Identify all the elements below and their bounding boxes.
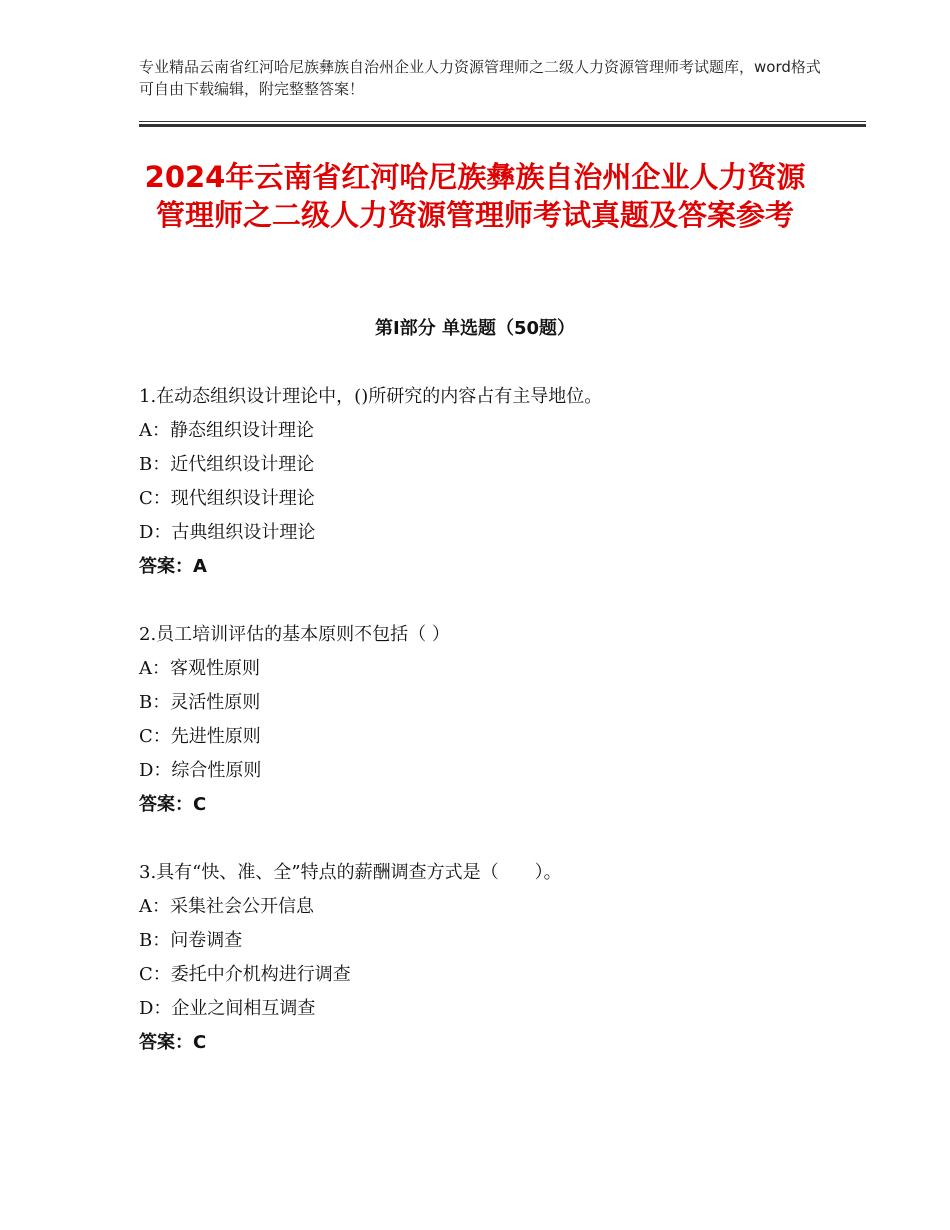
answer: 答案：A [139,556,207,577]
option-d: D：古典组织设计理论 [139,522,316,543]
option-c: C：委托中介机构进行调查 [139,964,351,985]
question-2 [139,618,839,822]
question-list [139,380,839,1094]
section-heading: 第Ⅰ部分 单选题（50题） [374,318,575,339]
question-3 [139,856,839,1060]
option-b: B：灵活性原则 [139,692,261,713]
option-a: A：客观性原则 [139,658,260,679]
option-c: C：现代组织设计理论 [139,488,315,509]
answer: 答案：C [139,1032,207,1053]
header-note: 专业精品云南省红河哈尼族彝族自治州企业人力资源管理师之二级人力资源管理师考试题库，word格式可自由下载编辑，附完整整答案！ [139,58,821,98]
option-c: C：先进性原则 [139,726,261,747]
option-b: B：问卷调查 [139,930,243,951]
option-d: D：企业之间相互调查 [139,998,316,1019]
option-a: A：静态组织设计理论 [139,420,314,441]
question-stem: 1.在动态组织设计理论中，()所研究的内容占有主导地位。 [139,386,603,407]
document-title: 2024年云南省红河哈尼族彝族自治州企业人力资源管理师之二级人力资源管理师考试真题及答案参考 [144,160,806,232]
question-stem: 2.员工培训评估的基本原则不包括（ ） [139,624,450,645]
option-b: B：近代组织设计理论 [139,454,315,475]
question-1 [139,380,839,584]
option-a: A：采集社会公开信息 [139,896,314,917]
question-stem: 3.具有“快、准、全”特点的薪酬调查方式是（ ）。 [139,862,562,883]
header-divider-thick [139,124,866,127]
answer: 答案：C [139,794,207,815]
option-d: D：综合性原则 [139,760,262,781]
header-divider-thin [139,121,866,122]
